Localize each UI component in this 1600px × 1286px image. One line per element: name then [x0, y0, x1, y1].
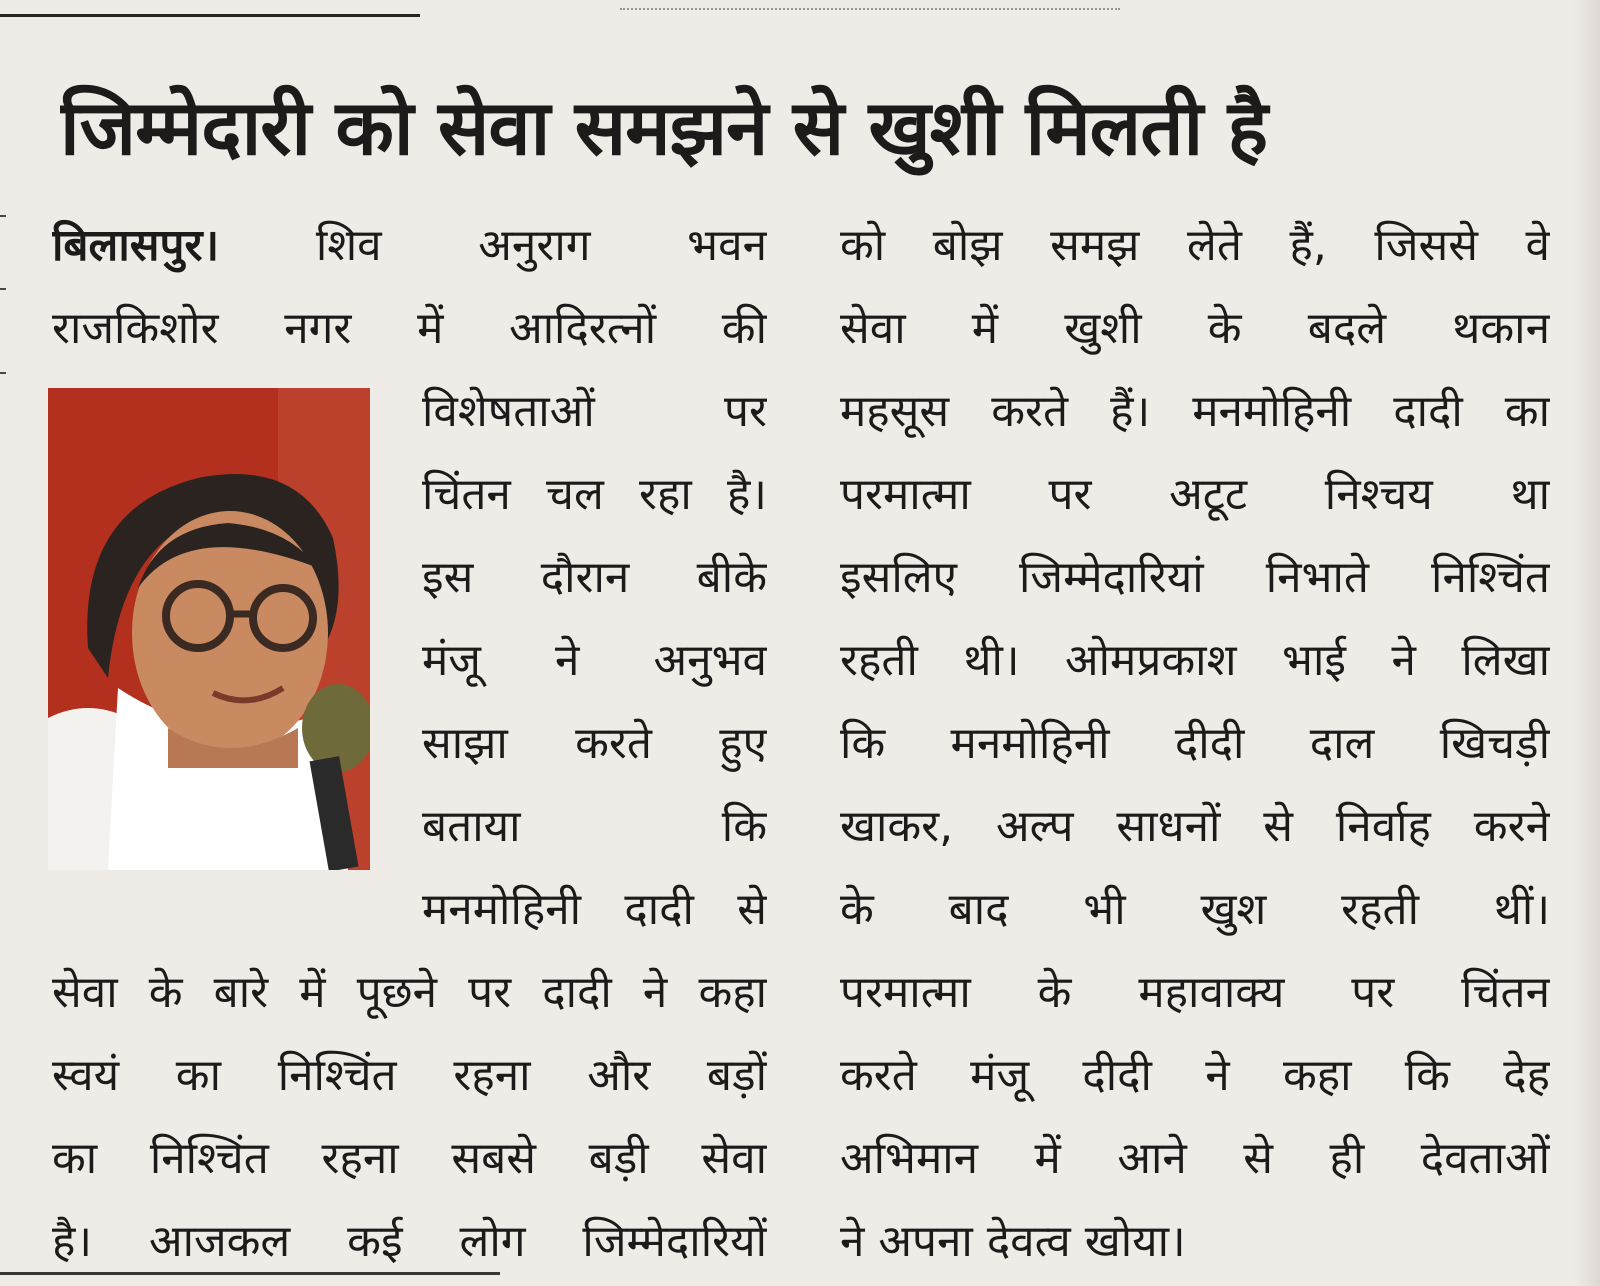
text-line: बताया कि: [422, 801, 767, 852]
margin-mark: [0, 215, 6, 217]
text-line: इस दौरान बीके: [422, 552, 767, 603]
dateline: बिलासपुर।: [52, 220, 220, 271]
text-line: चिंतन चल रहा है।: [422, 469, 767, 520]
text-line: करते मंजू दीदी ने कहा कि देह: [840, 1050, 1550, 1101]
text-line: विशेषताओं पर: [422, 386, 767, 437]
text-line: ने अपना देवत्व खोया।: [840, 1216, 1186, 1267]
text-line: महसूस करते हैं। मनमोहिनी दादी का: [840, 386, 1550, 437]
text-line: का निश्चिंत रहना सबसे बड़ी सेवा: [52, 1133, 767, 1184]
margin-mark: [0, 372, 6, 374]
text-line: राजकिशोर नगर में आदिरत्नों की: [52, 303, 767, 354]
text-line: स्वयं का निश्चिंत रहना और बड़ों: [52, 1050, 767, 1101]
text-line: है। आजकल कई लोग जिम्मेदारियों: [52, 1216, 767, 1267]
text-line: खाकर, अल्प साधनों से निर्वाह करने: [840, 801, 1550, 852]
text-line: मनमोहिनी दादी से: [422, 884, 767, 935]
text-line: रहती थी। ओमप्रकाश भाई ने लिखा: [840, 635, 1550, 686]
text-line: सेवा के बारे में पूछने पर दादी ने कहा: [52, 967, 767, 1018]
text-line: सेवा में खुशी के बदले थकान: [840, 303, 1550, 354]
text-line: को बोझ समझ लेते हैं, जिससे वे: [840, 220, 1550, 271]
article-headline: जिम्मेदारी को सेवा समझने से खुशी मिलती है: [60, 83, 1268, 172]
text-line-content: शिव अनुराग भवन: [315, 220, 767, 271]
text-line: के बाद भी खुश रहती थीं।: [840, 884, 1550, 935]
text-line: अभिमान में आने से ही देवताओं: [840, 1133, 1550, 1184]
text-line: परमात्मा पर अटूट निश्चय था: [840, 469, 1550, 520]
text-line: मंजू ने अनुभव: [422, 635, 767, 686]
text-line: कि मनमोहिनी दीदी दाल खिचड़ी: [840, 718, 1550, 769]
previous-article-edge: [620, 0, 1120, 10]
bottom-rule: [0, 1272, 500, 1275]
margin-mark: [0, 288, 6, 290]
article-column-left: [52, 204, 767, 1283]
top-rule: [0, 0, 420, 17]
text-line: [52, 204, 767, 287]
article-column-right: [840, 204, 1550, 1283]
text-line: परमात्मा के महावाक्य पर चिंतन: [840, 967, 1550, 1018]
page-edge-shadow: [1574, 0, 1600, 1286]
text-line: साझा करते हुए: [422, 718, 767, 769]
text-line: इसलिए जिम्मेदारियां निभाते निश्चिंत: [840, 552, 1550, 603]
